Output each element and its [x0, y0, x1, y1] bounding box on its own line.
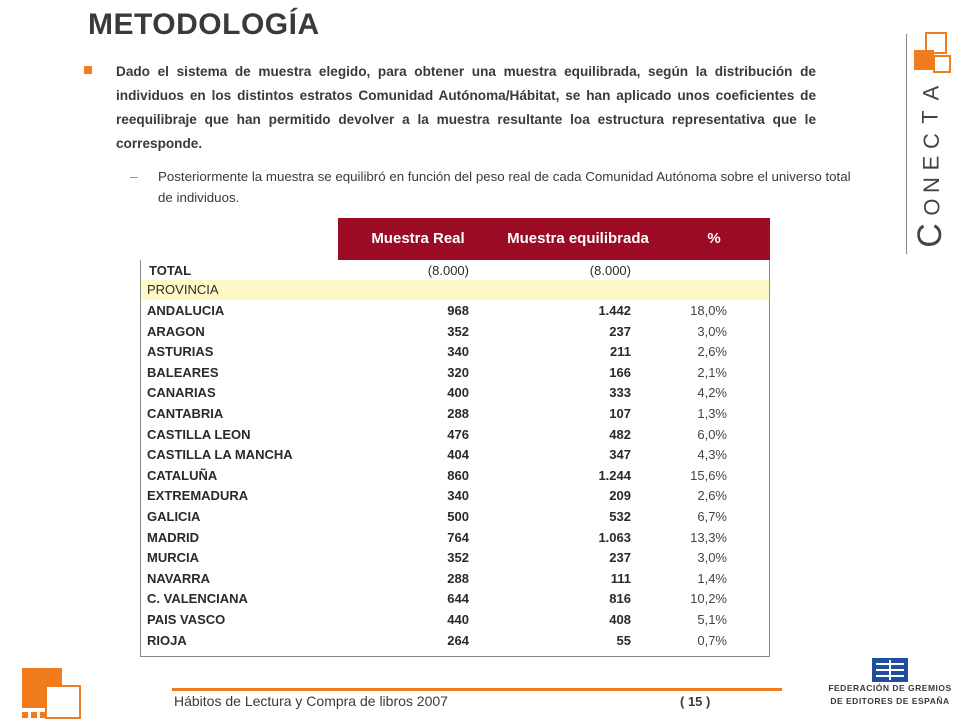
- brand-letter: T: [917, 110, 943, 124]
- row-real: 404: [447, 447, 469, 463]
- table-row: [141, 342, 769, 362]
- row-equilibrada: 237: [609, 550, 631, 566]
- row-percent: 6,0%: [697, 426, 727, 442]
- row-percent: 4,3%: [697, 447, 727, 463]
- row-equilibrada: 107: [609, 406, 631, 421]
- row-percent: 3,0%: [697, 550, 727, 566]
- row-name: CANTABRIA: [147, 406, 224, 421]
- row-real: 500: [447, 509, 469, 524]
- brand-letter: C: [918, 133, 944, 149]
- table-row: [141, 322, 769, 342]
- row-equilibrada: 55: [616, 632, 631, 648]
- row-equilibrada: 816: [609, 591, 631, 607]
- row-real: 288: [447, 406, 469, 421]
- row-equilibrada: 237: [609, 323, 631, 339]
- row-equilibrada: 209: [609, 488, 631, 504]
- row-name: ASTURIAS: [147, 344, 214, 360]
- row-name: GALICIA: [147, 509, 201, 524]
- table-row: [141, 589, 769, 609]
- row-equilibrada: (8.000): [589, 263, 631, 278]
- page-title: METODOLOGÍA: [88, 8, 320, 41]
- row-name: ANDALUCIA: [147, 303, 225, 318]
- row-name: TOTAL: [149, 263, 192, 278]
- row-equilibrada: 1.442: [598, 303, 631, 318]
- row-percent: 6,7%: [697, 509, 727, 524]
- row-real: 764: [447, 529, 469, 545]
- header-muestra-real: Muestra Real: [371, 230, 465, 247]
- brand-letter: E: [918, 155, 944, 171]
- table-row: [141, 383, 769, 403]
- row-percent: 2,6%: [697, 488, 727, 504]
- table-row: [141, 507, 769, 527]
- table-row: [141, 404, 769, 424]
- row-real: 644: [447, 591, 469, 607]
- table-row: [141, 528, 769, 548]
- brand-letter: O: [919, 198, 945, 216]
- row-real: 352: [447, 550, 469, 566]
- row-real: 288: [447, 570, 469, 586]
- row-equilibrada: 211: [610, 344, 631, 360]
- row-name: ARAGON: [147, 323, 205, 339]
- bullet-square-icon: [84, 66, 92, 74]
- row-name: PAIS VASCO: [147, 612, 226, 627]
- table-row: [141, 466, 769, 486]
- row-real: 352: [447, 323, 469, 339]
- footer-title: Hábitos de Lectura y Compra de libros 2007: [174, 693, 448, 709]
- row-name: RIOJA: [147, 632, 187, 648]
- row-equilibrada: 111: [610, 570, 631, 586]
- brand-letter: N: [918, 177, 944, 193]
- sub-paragraph: Posteriormente la muestra se equilibró en función del peso real de cada Comunidad Autónoma sobre el universo total de individuos.: [158, 169, 851, 205]
- header-muestra-equilibrada: Muestra equilibrada: [507, 230, 649, 247]
- row-name: CASTILLA LA MANCHA: [147, 447, 293, 463]
- row-percent: 15,6%: [690, 467, 727, 483]
- row-equilibrada: 532: [609, 509, 631, 524]
- row-real: 340: [447, 344, 469, 360]
- row-percent: 5,1%: [697, 612, 727, 627]
- table-row: [141, 610, 769, 630]
- row-name: CANARIAS: [147, 385, 216, 401]
- row-percent: 13,3%: [690, 529, 727, 545]
- table-row: [141, 486, 769, 506]
- row-name: C. VALENCIANA: [147, 591, 248, 607]
- corner-squares-icon: [20, 662, 84, 720]
- row-percent: 0,7%: [697, 632, 727, 648]
- brand-letter: A: [918, 85, 944, 101]
- row-name: CASTILLA LEON: [147, 426, 251, 442]
- row-name: NAVARRA: [147, 570, 211, 586]
- row-equilibrada: 482: [609, 426, 631, 442]
- table-row: [141, 631, 769, 651]
- row-real: 400: [447, 385, 469, 401]
- row-real: 860: [447, 467, 469, 483]
- row-name: CATALUÑA: [147, 467, 218, 483]
- table-row: [141, 569, 769, 589]
- row-name: EXTREMADURA: [147, 488, 249, 504]
- table-row-total: [141, 261, 769, 281]
- row-equilibrada: 1.244: [598, 467, 631, 483]
- conecta-logo-squares-icon: [912, 32, 952, 76]
- row-percent: 2,6%: [697, 344, 727, 360]
- section-label: PROVINCIA: [147, 282, 219, 297]
- row-percent: 2,1%: [697, 364, 727, 380]
- row-name: MADRID: [147, 529, 199, 545]
- page-number: ( 15 ): [680, 694, 711, 709]
- row-name: MURCIA: [147, 550, 199, 566]
- row-real: 968: [447, 303, 469, 318]
- row-percent: 10,2%: [690, 591, 727, 607]
- federation-logo-icon: [872, 658, 908, 682]
- table-section-row: [141, 280, 769, 300]
- row-real: 440: [447, 612, 469, 627]
- federation-line1: FEDERACIÓN DE GREMIOS: [828, 683, 952, 693]
- dash-marker: –: [130, 168, 138, 184]
- row-real: 476: [447, 426, 469, 442]
- row-real: 340: [447, 488, 469, 504]
- brand-letter: C: [910, 223, 949, 248]
- table-row: [141, 363, 769, 383]
- table-row: [141, 425, 769, 445]
- row-name: BALEARES: [147, 364, 219, 380]
- brand-divider: [906, 34, 907, 254]
- row-real: (8.000): [427, 263, 469, 278]
- row-percent: 18,0%: [690, 303, 727, 318]
- row-equilibrada: 166: [609, 364, 631, 380]
- row-equilibrada: 1.063: [598, 529, 631, 545]
- row-equilibrada: 333: [609, 385, 631, 401]
- table-row: [141, 445, 769, 465]
- footer-divider: [172, 688, 782, 691]
- brand-wordmark: [912, 80, 952, 250]
- row-percent: 4,2%: [697, 385, 727, 401]
- row-percent: 1,3%: [697, 406, 727, 421]
- header-percent: %: [707, 230, 721, 247]
- row-percent: 1,4%: [697, 570, 727, 586]
- federation-line2: DE EDITORES DE ESPAÑA: [830, 696, 950, 706]
- row-real: 320: [447, 364, 469, 380]
- row-real: 264: [447, 632, 469, 648]
- intro-paragraph: Dado el sistema de muestra elegido, para obtener una muestra equilibrada, según la distribución de individuos en los distintos estratos Comunidad Autónoma/Hábitat, se han aplicado unos coeficientes de reequilibraje que han permitido devolver a la muestra resultante loa estructura representativa que le corresponde.: [116, 64, 816, 151]
- row-equilibrada: 408: [609, 612, 631, 627]
- row-equilibrada: 347: [609, 447, 631, 463]
- row-percent: 3,0%: [697, 323, 727, 339]
- federation-name: [820, 682, 960, 708]
- table-row: [141, 301, 769, 321]
- table-row: [141, 548, 769, 568]
- table-header: [338, 218, 770, 260]
